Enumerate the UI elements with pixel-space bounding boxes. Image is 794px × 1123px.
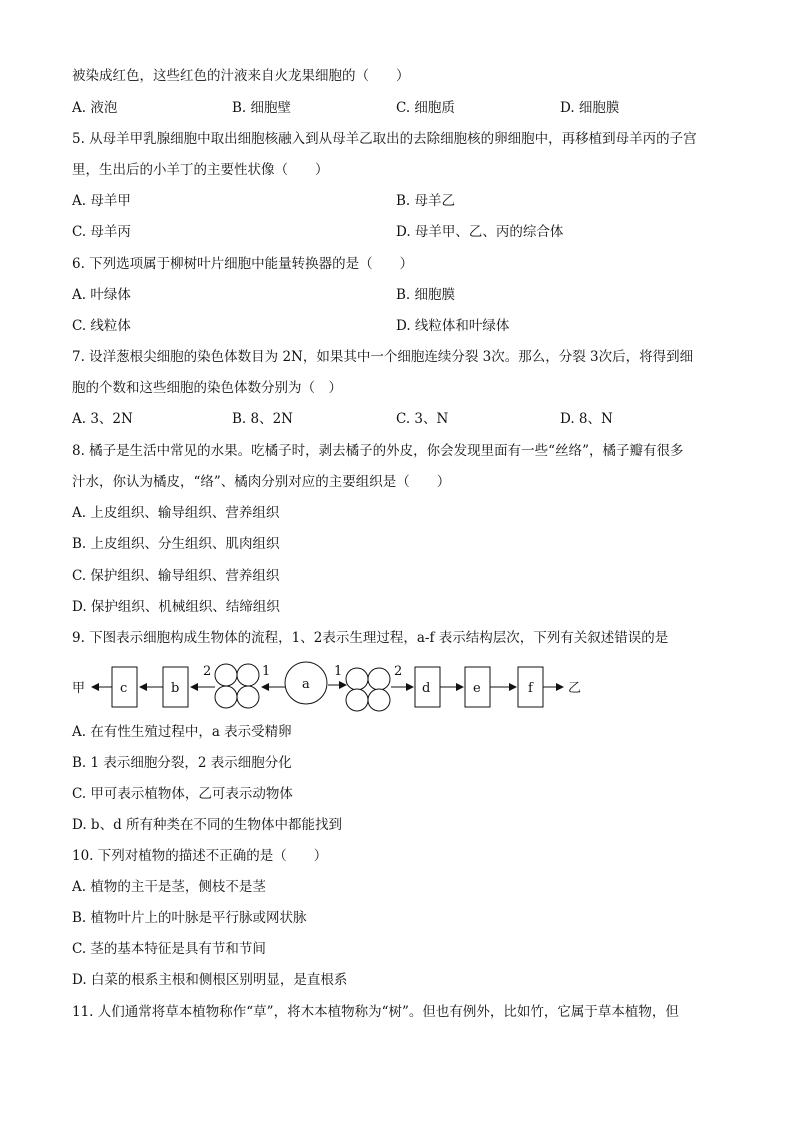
q5-option-b: B. 母羊乙	[396, 193, 456, 209]
q5-option-d: D. 母羊甲、乙、丙的综合体	[396, 224, 564, 240]
box-b-label: b	[171, 681, 180, 696]
four-cell-cluster-left	[215, 664, 259, 708]
q10-option-c: C. 茎的基本特征是具有节和节间	[72, 941, 266, 957]
q10-stem: 10. 下列对植物的描述不正确的是（ ）	[72, 848, 328, 864]
q5-option-c: C. 母羊丙	[72, 224, 131, 240]
q8-stem-line-1: 8. 橘子是生活中常见的水果。吃橘子时，剥去橘子的外皮，你会发现里面有一些“丝络”，橘子瓣有很多	[72, 443, 684, 459]
q10-option-a: A. 植物的主干是茎，侧枝不是茎	[72, 879, 266, 895]
q6-stem: 6. 下列选项属于柳树叶片细胞中能量转换器的是（ ）	[72, 256, 414, 272]
q6-option-c: C. 线粒体	[72, 318, 131, 334]
box-d-label: d	[422, 681, 431, 696]
box-e-label: e	[473, 681, 481, 696]
q4-option-b: B. 细胞壁	[232, 100, 292, 116]
q10-option-b: B. 植物叶片上的叶脉是平行脉或网状脉	[72, 910, 307, 926]
q4-option-a: A. 液泡	[72, 100, 118, 116]
q8-option-a: A. 上皮组织、输导组织、营养组织	[72, 505, 280, 521]
q4-stem: 被染成红色，这些红色的汁液来自火龙果细胞的（ ）	[72, 68, 410, 84]
q8-option-b: B. 上皮组织、分生组织、肌肉组织	[72, 536, 280, 552]
q5-stem-line-2: 里，生出后的小羊丁的主要性状像（ ）	[72, 162, 329, 178]
q4-option-c: C. 细胞质	[396, 100, 455, 116]
q7-stem-line-2: 胞的个数和这些细胞的染色体数分别为（ ）	[72, 380, 342, 396]
diagram-label-yi: 乙	[568, 681, 582, 696]
q6-option-d: D. 线粒体和叶绿体	[396, 318, 510, 334]
diagram-label-jia: 甲	[72, 681, 86, 696]
q6-option-b: B. 细胞膜	[396, 287, 456, 303]
q9-option-c: C. 甲可表示植物体，乙可表示动物体	[72, 786, 293, 802]
cell-to-organism-flow-diagram	[60, 655, 600, 715]
label-process-1-left: 1	[262, 664, 271, 679]
label-process-2-right: 2	[394, 664, 403, 679]
label-process-1-right: 1	[334, 664, 343, 679]
label-process-2-left: 2	[203, 664, 212, 679]
q10-option-d: D. 白菜的根系主根和侧根区别明显，是直根系	[72, 972, 348, 988]
q7-stem-line-1: 7. 设洋葱根尖细胞的染色体数目为 2N，如果其中一个细胞连续分裂 3次。那么，分裂 3次后，将得到细	[72, 349, 694, 365]
q8-stem-line-2: 汁水，你认为橘皮，“络”、橘肉分别对应的主要组织是（ ）	[72, 474, 451, 490]
cell-a-label: a	[302, 677, 310, 692]
q7-option-a: A. 3、2N	[72, 411, 133, 427]
box-c-label: c	[120, 681, 128, 696]
q11-stem: 11. 人们通常将草本植物称作“草”，将木本植物称为“树”。但也有例外，比如竹，它属于草本植物，但	[72, 1004, 679, 1020]
q8-option-c: C. 保护组织、输导组织、营养组织	[72, 568, 280, 584]
q9-option-b: B. 1 表示细胞分裂，2 表示细胞分化	[72, 755, 292, 771]
q7-option-d: D. 8、N	[560, 411, 613, 427]
q9-option-a: A. 在有性生殖过程中，a 表示受精卵	[72, 724, 292, 740]
q6-option-a: A. 叶绿体	[72, 287, 131, 303]
q8-option-d: D. 保护组织、机械组织、结缔组织	[72, 599, 280, 615]
box-f-label: f	[528, 681, 533, 696]
four-cell-cluster-right	[346, 668, 390, 711]
q9-option-d: D. b、d 所有种类在不同的生物体中都能找到	[72, 817, 342, 833]
q5-option-a: A. 母羊甲	[72, 193, 131, 209]
q7-option-b: B. 8、2N	[232, 411, 293, 427]
q9-stem: 9. 下图表示细胞构成生物体的流程，1、2表示生理过程，a-f 表示结构层次，下列有关叙述错误的是	[72, 630, 669, 646]
q4-option-d: D. 细胞膜	[560, 100, 620, 116]
q5-stem-line-1: 5. 从母羊甲乳腺细胞中取出细胞核融入到从母羊乙取出的去除细胞核的卵细胞中，再移植到母羊丙的子宫	[72, 131, 697, 147]
q7-option-c: C. 3、N	[396, 411, 449, 427]
